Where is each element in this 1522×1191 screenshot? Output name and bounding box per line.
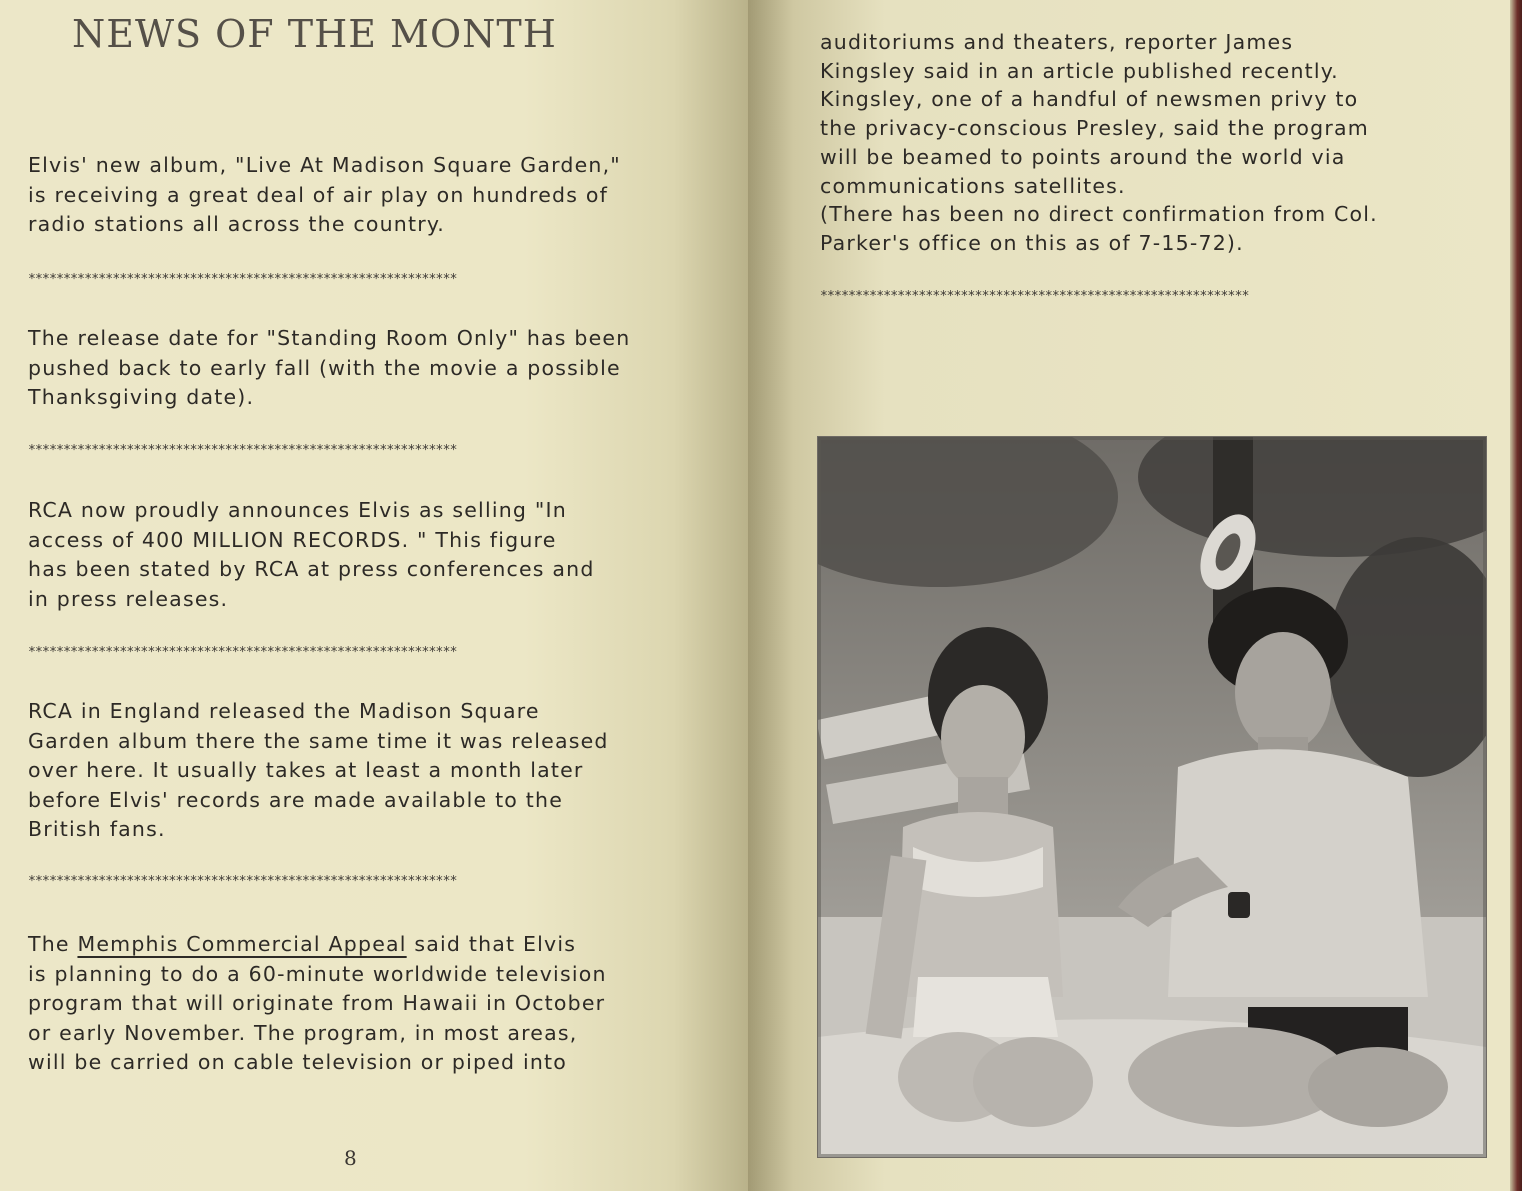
photo-couple-poolside bbox=[818, 437, 1486, 1157]
news-item-continued: auditoriums and theaters, reporter James Kingsley said in an article published recently. Kingsley, one of a handful of newsmen privy to the privacy-conscious Presley, said the program will be beamed to points around the world via communications satellites. (There has been no direct confirmation from Col. Parker's office on this as of 7-15-72). bbox=[820, 30, 1378, 255]
separator-2: ************************************************************* bbox=[28, 443, 457, 458]
right-page bbox=[748, 0, 1510, 1191]
page-title: NEWS OF THE MONTH bbox=[72, 12, 557, 56]
photo-image bbox=[818, 437, 1486, 1157]
news-item-body: said that Elvis is planning to do a 60-minute worldwide television program that will originate from Hawaii in October or early November. The program, in most areas, will be carried on cable television or piped into bbox=[28, 932, 607, 1074]
news-item-worldwide-tv bbox=[28, 930, 607, 1078]
news-item-rca-records: RCA now proudly announces Elvis as selling "In access of 400 MILLION RECORDS. " This figure has been stated by RCA at press conferences and in press releases. bbox=[28, 498, 595, 611]
separator-5: ************************************************************* bbox=[820, 289, 1249, 304]
book-cover-edge bbox=[1510, 0, 1522, 1191]
news-item-live-album: Elvis' new album, "Live At Madison Square Garden," is receiving a great deal of air play on hundreds of radio stations all across the country. bbox=[28, 153, 621, 236]
left-page bbox=[0, 0, 748, 1191]
separator-3: ************************************************************* bbox=[28, 645, 457, 660]
separator-1: ************************************************************* bbox=[28, 272, 457, 287]
page-number: 8 bbox=[344, 1146, 357, 1170]
publication-name: Memphis Commercial Appeal bbox=[77, 932, 407, 956]
news-item-rca-england: RCA in England released the Madison Square Garden album there the same time it was released over here. It usually takes at least a month later before Elvis' records are made available to the British fans. bbox=[28, 699, 609, 841]
news-item-lead: The bbox=[28, 932, 78, 956]
separator-4: ************************************************************* bbox=[28, 874, 457, 889]
news-item-standing-room-only: The release date for "Standing Room Only" has been pushed back to early fall (with the movie a possible Thanksgiving date). bbox=[28, 326, 631, 409]
